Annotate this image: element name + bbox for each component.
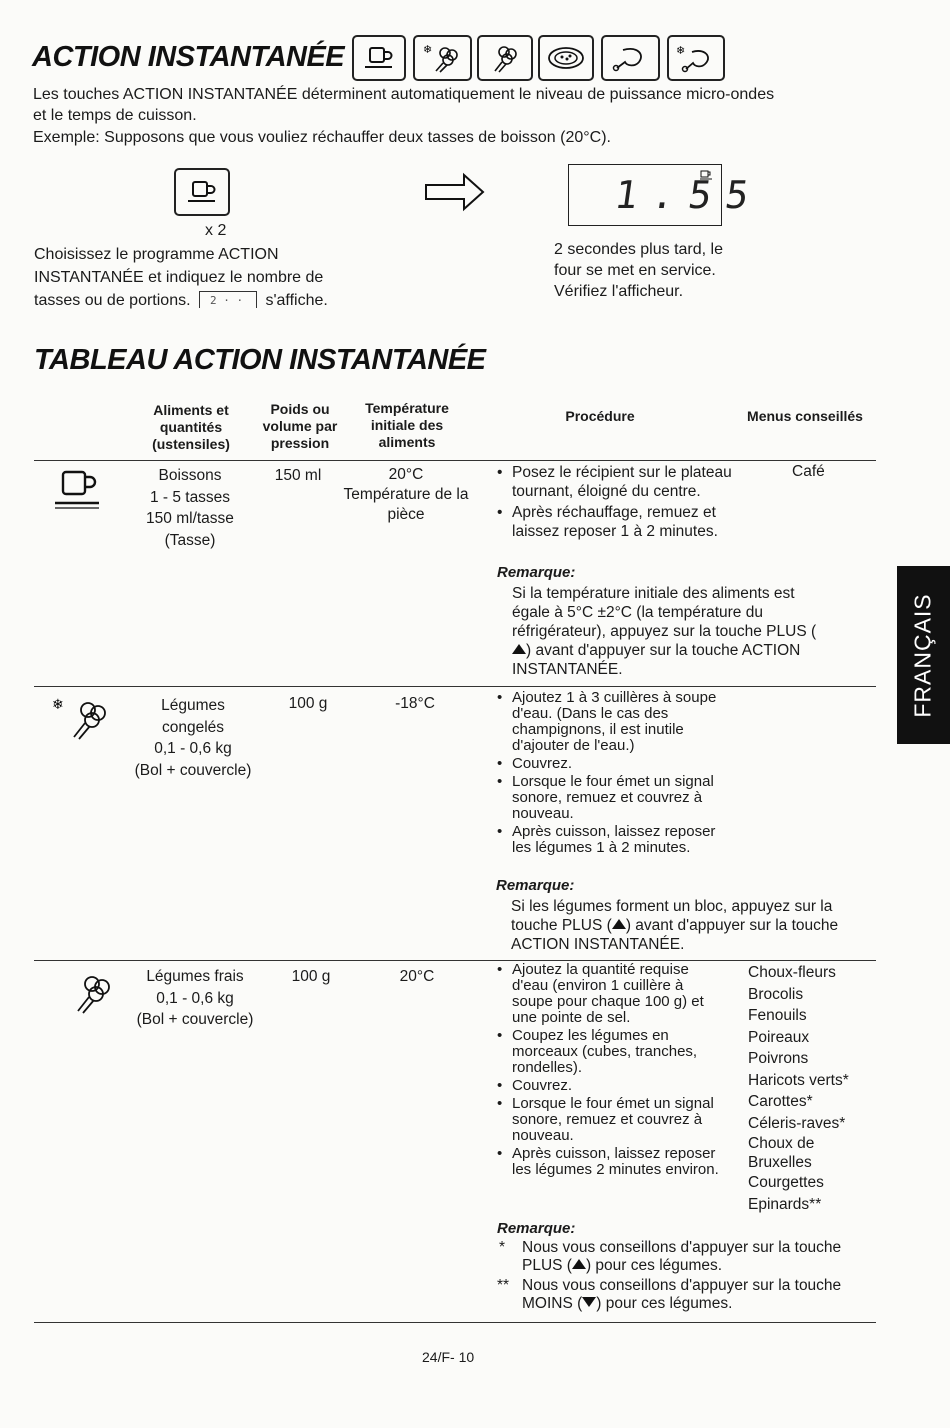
table-divider bbox=[34, 460, 876, 461]
language-tab bbox=[897, 566, 950, 744]
header-line: Température bbox=[365, 400, 449, 416]
page-title: ACTION INSTANTANÉE bbox=[32, 41, 345, 73]
header-menus: Menus conseillés bbox=[747, 408, 863, 424]
row3-food bbox=[126, 966, 264, 1031]
row2-weight: 100 g bbox=[288, 695, 328, 712]
food-line: Légumes bbox=[161, 697, 225, 714]
cup-icon bbox=[53, 467, 103, 511]
food-line: 150 ml/tasse bbox=[146, 510, 234, 527]
note-mark: ** bbox=[497, 1277, 510, 1294]
page-number: 24/F- 10 bbox=[422, 1349, 475, 1365]
intro-line: Les touches ACTION INSTANTANÉE déterminent automatiquement le niveau de puissance micro-ondes bbox=[33, 86, 775, 103]
table-divider bbox=[34, 1322, 876, 1323]
food-line: congelés bbox=[161, 718, 225, 736]
food-line: 0,1 - 0,6 kg bbox=[154, 740, 232, 757]
oven-display bbox=[568, 164, 766, 226]
temp-line: pièce bbox=[387, 506, 425, 523]
example-left-prefix: tasses ou de portions. bbox=[34, 292, 191, 309]
procedure-step: • Après réchauffage, remuez et laissez reposer 1 à 2 minutes. bbox=[496, 503, 750, 541]
row3-weight: 100 g bbox=[291, 968, 331, 985]
vegetable-icon bbox=[477, 35, 533, 81]
row1-remark bbox=[512, 584, 822, 679]
row2-remark bbox=[511, 897, 841, 954]
intro-text bbox=[33, 84, 883, 148]
svg-text:❄: ❄ bbox=[422, 43, 432, 56]
row-icon bbox=[50, 695, 116, 748]
note-item bbox=[497, 1277, 857, 1313]
row1-temp bbox=[330, 465, 482, 525]
note-text: ) pour ces légumes. bbox=[585, 1257, 723, 1274]
intro-line: Exemple: Supposons que vous vouliez réchauffer deux tasses de boisson (20°C). bbox=[33, 129, 611, 146]
food-line: (Bol + couvercle) bbox=[134, 761, 252, 779]
remark-title: Remarque: bbox=[497, 564, 576, 581]
remark-title: Remarque: bbox=[496, 877, 575, 894]
example-left-text bbox=[34, 243, 394, 312]
food-line: Légumes frais bbox=[146, 968, 244, 985]
remark-text: ) avant d'appuyer sur la touche ACTION INSTANTANÉE. bbox=[512, 642, 801, 678]
food-line: 1 - 5 tasses bbox=[149, 488, 231, 506]
example-right-line: Vérifiez l'afficheur. bbox=[554, 283, 684, 300]
example-left-suffix: s'affiche. bbox=[265, 292, 328, 309]
procedure-step: • Lorsque le four émet un signal sonore, remuez et couvrez à nouveau. bbox=[496, 1096, 728, 1144]
header-temp bbox=[352, 400, 462, 451]
note-mark: * bbox=[499, 1239, 506, 1256]
row-icon bbox=[53, 467, 103, 516]
row3-temp: 20°C bbox=[399, 968, 435, 985]
header-line: aliments bbox=[378, 434, 436, 450]
arrow-up-icon bbox=[572, 1259, 586, 1269]
language-label: FRANÇAIS bbox=[910, 592, 937, 718]
food-line: Boissons bbox=[158, 467, 222, 484]
menu-item: Choux-fleurs bbox=[748, 964, 836, 981]
food-line: 0,1 - 0,6 kg bbox=[156, 989, 234, 1007]
menu-item: Epinards** bbox=[748, 1195, 822, 1213]
menu-item: Choux de bbox=[748, 1135, 815, 1152]
row1-weight: 150 ml bbox=[274, 467, 322, 484]
remark-text: Si la température initiale des aliments est égale à 5°C ±2°C (la température du réfrigérateur), appuyez sur la touche PLUS ( bbox=[512, 585, 817, 640]
row2-temp: -18°C bbox=[395, 695, 435, 712]
example-right-line: 2 secondes plus tard, le bbox=[554, 241, 723, 258]
intro-line: et le temps de cuisson. bbox=[33, 107, 197, 124]
example-right-text bbox=[554, 239, 854, 302]
procedure-step: • Couvrez. bbox=[496, 1078, 728, 1094]
svg-text:❄: ❄ bbox=[52, 697, 64, 713]
header-line: pression bbox=[270, 435, 330, 451]
example-left-line: Choisissez le programme ACTION bbox=[34, 246, 279, 263]
menu-item: Poivrons bbox=[748, 1050, 809, 1067]
note-text: Nous vous conseillons d'appuyer sur la touche MOINS ( bbox=[522, 1277, 842, 1312]
header-food bbox=[131, 402, 251, 453]
row1-food bbox=[126, 465, 254, 551]
note-text: Nous vous conseillons d'appuyer sur la touche PLUS ( bbox=[522, 1239, 842, 1274]
header-line: (ustensiles) bbox=[152, 436, 230, 452]
menu-item: Courgettes bbox=[748, 1174, 824, 1191]
cup-indicator-icon bbox=[699, 168, 713, 182]
row1-menu: Café bbox=[792, 463, 825, 480]
frozen-vegetable-icon bbox=[413, 35, 472, 81]
procedure-step: • Après cuisson, laissez reposer les légumes 1 à 2 minutes. bbox=[496, 824, 726, 856]
procedure-step: • Couvrez. bbox=[496, 756, 726, 772]
cup-icon bbox=[174, 168, 230, 216]
frozen-chicken-leg-icon bbox=[667, 35, 725, 81]
procedure-step: • Posez le récipient sur le plateau tournant, éloigné du centre. bbox=[496, 463, 750, 501]
arrow-up-icon bbox=[612, 919, 626, 929]
remark-text: ) avant d'appuyer sur la touche ACTION INSTANTANÉE. bbox=[511, 917, 839, 953]
vegetable-icon bbox=[70, 970, 120, 1016]
frozen-vegetable-icon bbox=[50, 695, 116, 743]
row3-procedure bbox=[496, 962, 728, 1180]
temp-line: 20°C bbox=[388, 466, 424, 483]
plate-icon bbox=[538, 35, 594, 81]
header-procedure: Procédure bbox=[565, 408, 635, 424]
row3-menus bbox=[748, 962, 878, 1215]
menu-item: Fenouils bbox=[748, 1007, 807, 1024]
menu-item: Bruxelles bbox=[748, 1154, 812, 1171]
note-item bbox=[497, 1239, 857, 1275]
example-right-line: four se met en service. bbox=[554, 262, 716, 279]
row3-notes bbox=[497, 1239, 857, 1313]
procedure-step: • Ajoutez 1 à 3 cuillères à soupe d'eau. (Dans le cas des champignons, il est inutile d'ajouter de l'eau.) bbox=[496, 690, 726, 754]
header-line: Aliments et bbox=[153, 402, 229, 418]
example-left-line: INSTANTANÉE et indiquez le nombre de bbox=[34, 269, 324, 286]
remark-text: Si les légumes forment un bloc, appuyez sur la touche PLUS ( bbox=[511, 898, 833, 934]
food-line: (Tasse) bbox=[164, 531, 216, 549]
menu-item: Carottes* bbox=[748, 1093, 813, 1110]
row-icon bbox=[70, 970, 120, 1021]
header-line: initiale des bbox=[370, 417, 444, 433]
table-title: TABLEAU ACTION INSTANTANÉE bbox=[34, 344, 486, 376]
header-line: quantités bbox=[159, 419, 223, 435]
table-divider bbox=[34, 686, 876, 687]
arrow-down-icon bbox=[582, 1297, 596, 1307]
example-left-line bbox=[34, 289, 394, 312]
row2-food bbox=[126, 695, 260, 781]
svg-text:❄: ❄ bbox=[676, 44, 686, 57]
procedure-step: • Après cuisson, laissez reposer les légumes 2 minutes environ. bbox=[496, 1146, 728, 1178]
table-divider bbox=[34, 960, 876, 961]
note-text: ) pour ces légumes. bbox=[596, 1295, 733, 1312]
menu-item: Brocolis bbox=[748, 985, 804, 1003]
small-display-icon bbox=[199, 291, 257, 308]
remark-title: Remarque: bbox=[497, 1220, 576, 1237]
header-line: volume par bbox=[262, 418, 338, 434]
arrow-right-icon bbox=[424, 172, 486, 217]
menu-item: Haricots verts* bbox=[748, 1071, 849, 1089]
header-line: Poids ou bbox=[270, 401, 330, 417]
procedure-step: • Coupez les légumes en morceaux (cubes, tranches, rondelles). bbox=[496, 1028, 728, 1076]
temp-line: Température de la bbox=[343, 486, 469, 503]
arrow-up-icon bbox=[512, 644, 526, 654]
cup-icon bbox=[352, 35, 406, 81]
header-weight bbox=[252, 401, 348, 452]
multiplier-label: x 2 bbox=[205, 222, 227, 239]
row1-procedure bbox=[496, 463, 750, 541]
procedure-step: • Ajoutez la quantité requise d'eau (environ 1 cuillère à soupe pour chaque 100 g) et une pointe de sel. bbox=[496, 962, 728, 1026]
procedure-step: • Lorsque le four émet un signal sonore, remuez et couvrez à nouveau. bbox=[496, 774, 726, 822]
chicken-leg-icon bbox=[601, 35, 660, 81]
row2-procedure bbox=[496, 690, 726, 858]
svg-text:2 · ·: 2 · · bbox=[210, 294, 244, 307]
display-value: 1.55 bbox=[611, 173, 766, 217]
menu-item: Poireaux bbox=[748, 1028, 810, 1046]
food-line: (Bol + couvercle) bbox=[136, 1011, 254, 1028]
menu-item: Céleris-raves* bbox=[748, 1114, 846, 1132]
